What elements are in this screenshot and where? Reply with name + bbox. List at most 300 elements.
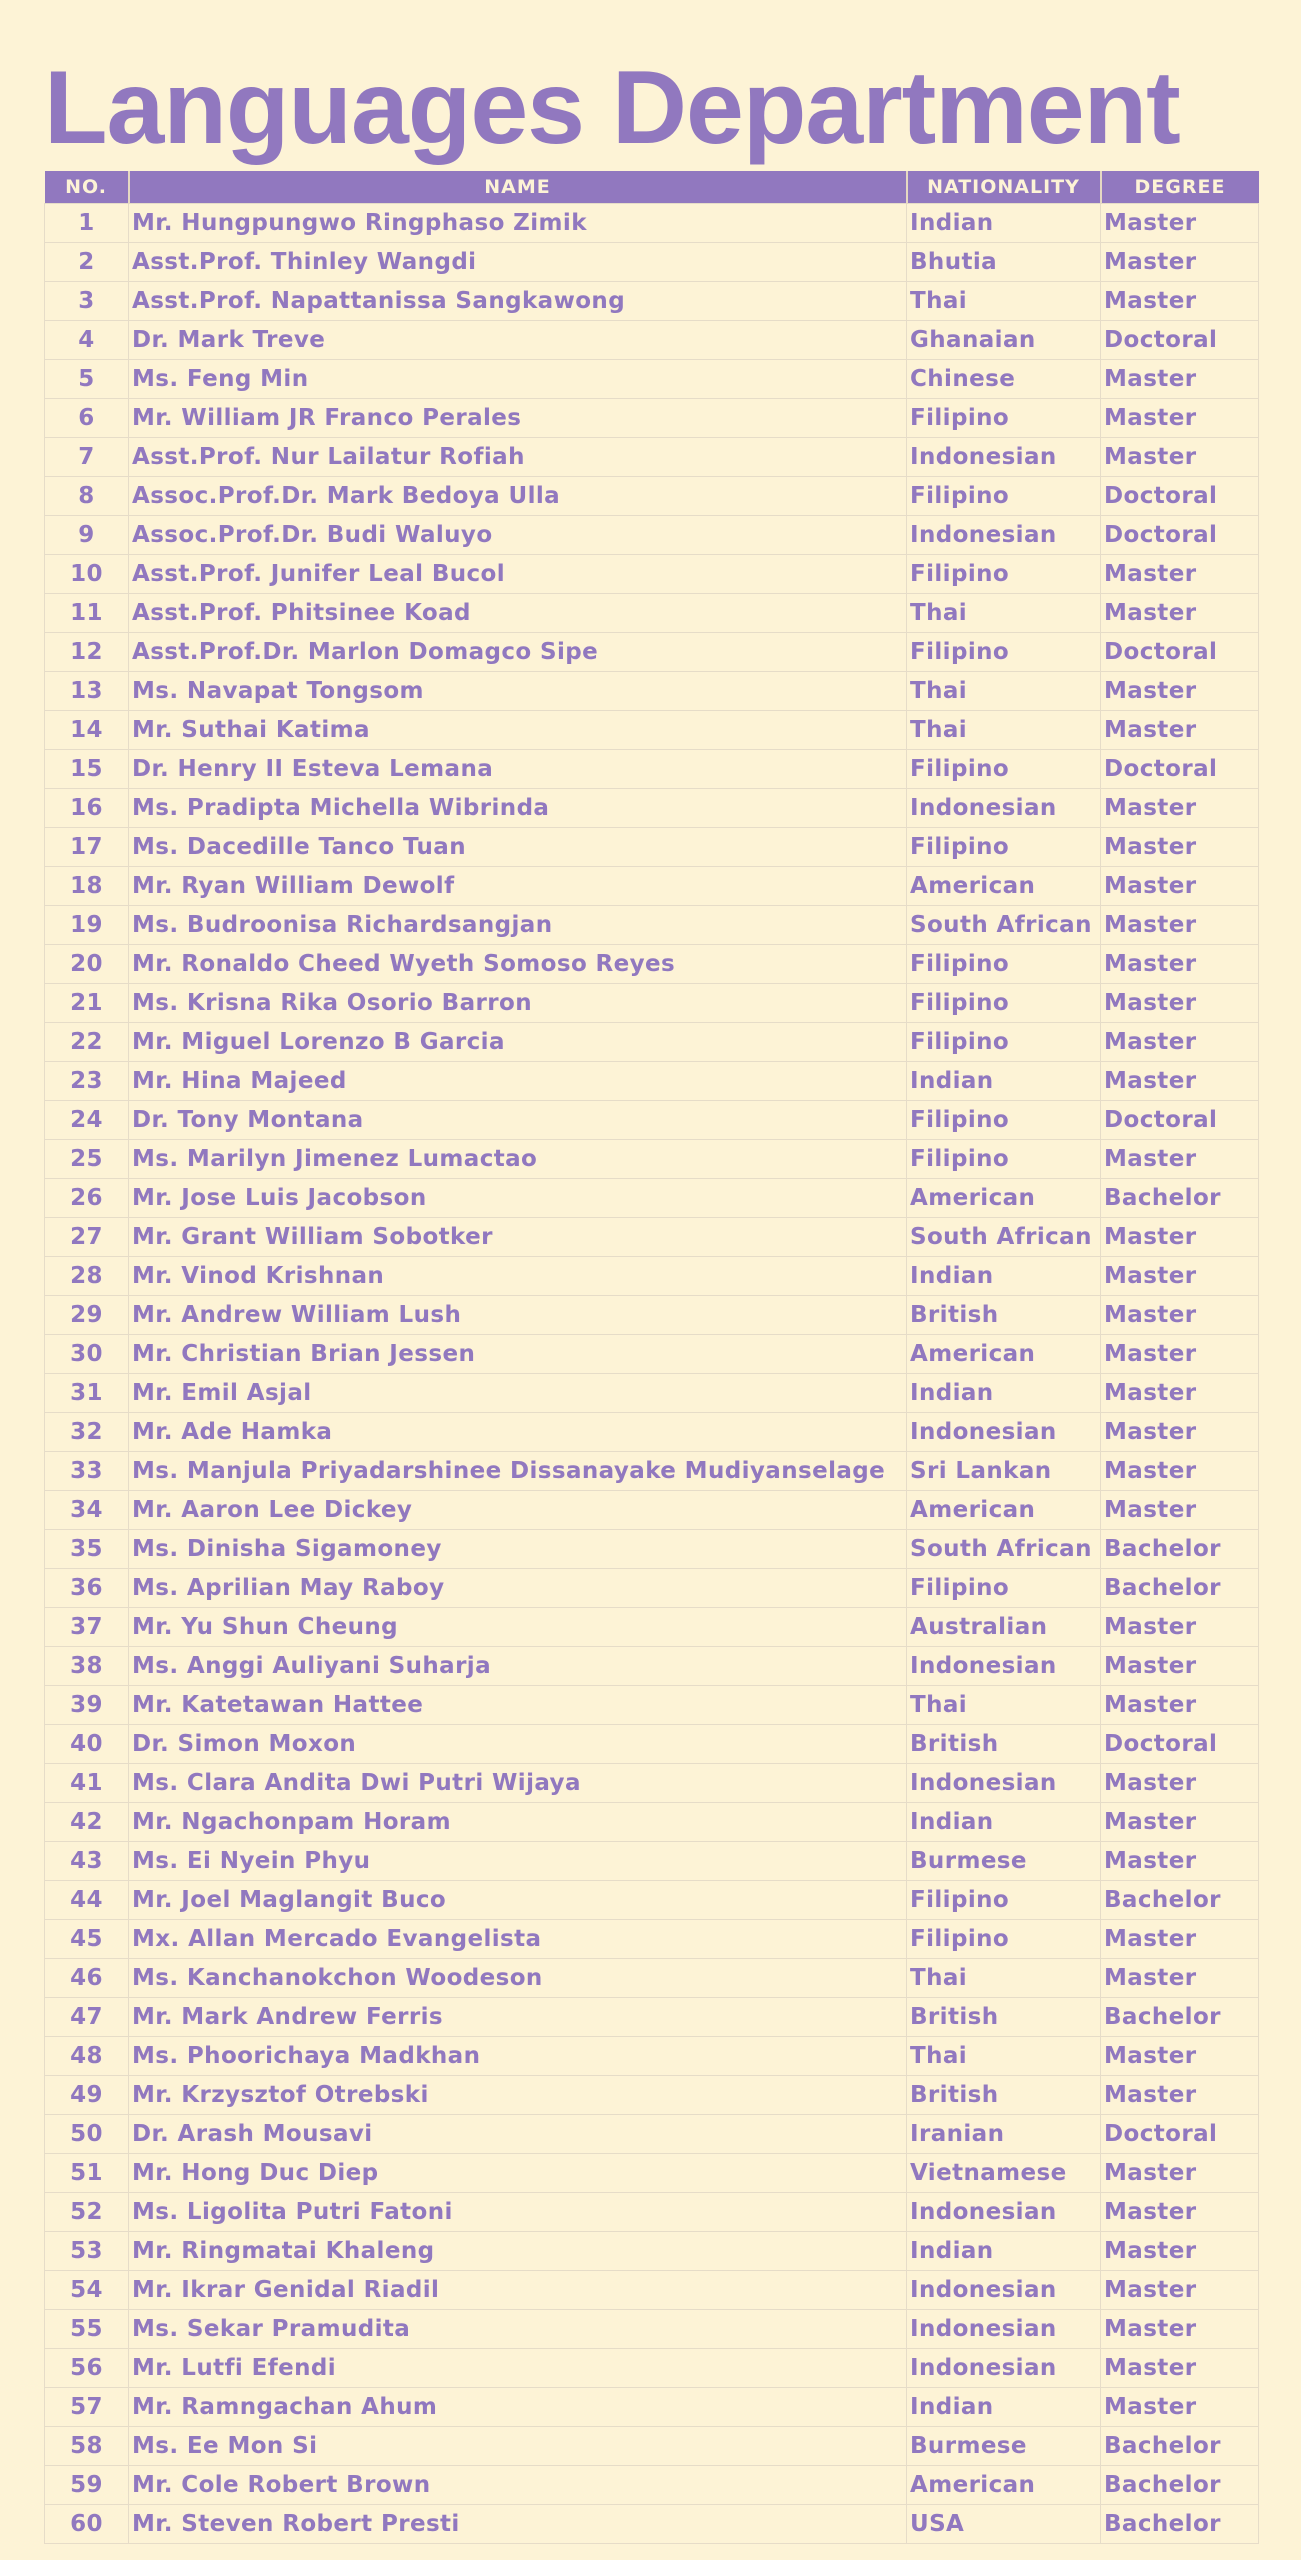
staff-name: Dr. Arash Mousavi: [129, 2115, 907, 2154]
staff-name: Mr. Krzysztof Otrebski: [129, 2076, 907, 2115]
staff-name: Ms. Dacedille Tanco Tuan: [129, 828, 907, 867]
table-row: [45, 2388, 1259, 2427]
staff-degree: Master: [1101, 1608, 1259, 1647]
staff-name: Ms. Budroonisa Richardsangjan: [129, 906, 907, 945]
row-number: 41: [45, 1764, 129, 1803]
table-row: [45, 1101, 1259, 1140]
staff-name: Asst.Prof. Junifer Leal Bucol: [129, 555, 907, 594]
row-number: 46: [45, 1959, 129, 1998]
staff-name: Asst.Prof.Dr. Marlon Domagco Sipe: [129, 633, 907, 672]
table-row: [45, 750, 1259, 789]
staff-name: Ms. Dinisha Sigamoney: [129, 1530, 907, 1569]
header-row: [45, 171, 1259, 204]
row-number: 2: [45, 243, 129, 282]
staff-nationality: Indonesian: [907, 2349, 1101, 2388]
staff-name: Mr. Katetawan Hattee: [129, 1686, 907, 1725]
row-number: 12: [45, 633, 129, 672]
staff-name: Ms. Feng Min: [129, 360, 907, 399]
staff-nationality: Indian: [907, 1257, 1101, 1296]
staff-degree: Master: [1101, 2193, 1259, 2232]
table-row: [45, 399, 1259, 438]
staff-nationality: American: [907, 1179, 1101, 1218]
table-row: [45, 2154, 1259, 2193]
staff-nationality: Burmese: [907, 2427, 1101, 2466]
staff-nationality: Indonesian: [907, 789, 1101, 828]
staff-degree: Master: [1101, 282, 1259, 321]
table-row: [45, 945, 1259, 984]
page-title: Languages Department: [44, 50, 1180, 166]
row-number: 11: [45, 594, 129, 633]
staff-degree: Bachelor: [1101, 2505, 1259, 2544]
staff-nationality: Filipino: [907, 984, 1101, 1023]
table-row: [45, 1335, 1259, 1374]
row-number: 31: [45, 1374, 129, 1413]
staff-name: Mr. Suthai Katima: [129, 711, 907, 750]
row-number: 56: [45, 2349, 129, 2388]
staff-degree: Master: [1101, 1452, 1259, 1491]
staff-degree: Doctoral: [1101, 633, 1259, 672]
staff-nationality: Indonesian: [907, 1413, 1101, 1452]
staff-degree: Master: [1101, 1062, 1259, 1101]
row-number: 29: [45, 1296, 129, 1335]
staff-nationality: Filipino: [907, 1101, 1101, 1140]
table-row: [45, 2037, 1259, 2076]
table-row: [45, 555, 1259, 594]
table-row: [45, 1140, 1259, 1179]
staff-nationality: British: [907, 1998, 1101, 2037]
staff-nationality: British: [907, 1725, 1101, 1764]
row-number: 30: [45, 1335, 129, 1374]
table-row: [45, 2076, 1259, 2115]
row-number: 28: [45, 1257, 129, 1296]
row-number: 6: [45, 399, 129, 438]
table-row: [45, 516, 1259, 555]
staff-name: Mr. Christian Brian Jessen: [129, 1335, 907, 1374]
row-number: 10: [45, 555, 129, 594]
table-row: [45, 204, 1259, 243]
staff-name: Mr. Hina Majeed: [129, 1062, 907, 1101]
row-number: 38: [45, 1647, 129, 1686]
staff-nationality: Thai: [907, 282, 1101, 321]
table-row: [45, 2466, 1259, 2505]
staff-nationality: Indian: [907, 1803, 1101, 1842]
staff-name: Mr. Jose Luis Jacobson: [129, 1179, 907, 1218]
staff-degree: Master: [1101, 1374, 1259, 1413]
row-number: 23: [45, 1062, 129, 1101]
table-row: [45, 906, 1259, 945]
staff-name: Mr. Grant William Sobotker: [129, 1218, 907, 1257]
header-name: NAME: [129, 171, 907, 204]
staff-degree: Bachelor: [1101, 2466, 1259, 2505]
staff-degree: Master: [1101, 1959, 1259, 1998]
table-row: [45, 2310, 1259, 2349]
table-row: [45, 1569, 1259, 1608]
staff-nationality: Filipino: [907, 1920, 1101, 1959]
staff-nationality: Indonesian: [907, 2193, 1101, 2232]
table-row: [45, 1803, 1259, 1842]
staff-name: Mr. Mark Andrew Ferris: [129, 1998, 907, 2037]
staff-name: Ms. Sekar Pramudita: [129, 2310, 907, 2349]
staff-name: Mr. Ngachonpam Horam: [129, 1803, 907, 1842]
staff-degree: Master: [1101, 867, 1259, 906]
staff-degree: Master: [1101, 1413, 1259, 1452]
table-row: [45, 360, 1259, 399]
row-number: 13: [45, 672, 129, 711]
staff-name: Ms. Kanchanokchon Woodeson: [129, 1959, 907, 1998]
staff-degree: Bachelor: [1101, 1998, 1259, 2037]
staff-degree: Master: [1101, 1023, 1259, 1062]
row-number: 1: [45, 204, 129, 243]
table-row: [45, 1530, 1259, 1569]
staff-degree: Master: [1101, 399, 1259, 438]
staff-degree: Master: [1101, 360, 1259, 399]
staff-name: Mr. Cole Robert Brown: [129, 2466, 907, 2505]
staff-nationality: Indonesian: [907, 2310, 1101, 2349]
row-number: 24: [45, 1101, 129, 1140]
staff-degree: Master: [1101, 789, 1259, 828]
staff-nationality: Filipino: [907, 399, 1101, 438]
row-number: 39: [45, 1686, 129, 1725]
row-number: 33: [45, 1452, 129, 1491]
row-number: 20: [45, 945, 129, 984]
row-number: 15: [45, 750, 129, 789]
staff-name: Mr. Emil Asjal: [129, 1374, 907, 1413]
staff-degree: Master: [1101, 204, 1259, 243]
row-number: 59: [45, 2466, 129, 2505]
table-row: [45, 828, 1259, 867]
staff-degree: Master: [1101, 2037, 1259, 2076]
row-number: 22: [45, 1023, 129, 1062]
row-number: 51: [45, 2154, 129, 2193]
table-row: [45, 1062, 1259, 1101]
staff-nationality: Filipino: [907, 1140, 1101, 1179]
table-row: [45, 1686, 1259, 1725]
table-row: [45, 1491, 1259, 1530]
row-number: 5: [45, 360, 129, 399]
staff-nationality: Indian: [907, 1374, 1101, 1413]
staff-degree: Bachelor: [1101, 1179, 1259, 1218]
row-number: 43: [45, 1842, 129, 1881]
staff-name: Ms. Aprilian May Raboy: [129, 1569, 907, 1608]
table-row: [45, 633, 1259, 672]
staff-degree: Master: [1101, 1491, 1259, 1530]
table-row: [45, 1647, 1259, 1686]
staff-nationality: Filipino: [907, 828, 1101, 867]
staff-degree: Doctoral: [1101, 321, 1259, 360]
staff-nationality: Indian: [907, 1062, 1101, 1101]
staff-name: Dr. Simon Moxon: [129, 1725, 907, 1764]
staff-degree: Doctoral: [1101, 1101, 1259, 1140]
staff-degree: Doctoral: [1101, 750, 1259, 789]
row-number: 57: [45, 2388, 129, 2427]
row-number: 55: [45, 2310, 129, 2349]
staff-name: Ms. Marilyn Jimenez Lumactao: [129, 1140, 907, 1179]
staff-name: Ms. Phoorichaya Madkhan: [129, 2037, 907, 2076]
staff-name: Dr. Mark Treve: [129, 321, 907, 360]
staff-name: Mr. Lutfi Efendi: [129, 2349, 907, 2388]
table-row: [45, 789, 1259, 828]
staff-name: Dr. Tony Montana: [129, 1101, 907, 1140]
staff-nationality: South African: [907, 906, 1101, 945]
table-row: [45, 1881, 1259, 1920]
staff-degree: Master: [1101, 2349, 1259, 2388]
staff-name: Mr. Ryan William Dewolf: [129, 867, 907, 906]
staff-degree: Doctoral: [1101, 516, 1259, 555]
staff-nationality: Chinese: [907, 360, 1101, 399]
row-number: 44: [45, 1881, 129, 1920]
staff-nationality: British: [907, 2076, 1101, 2115]
table-row: [45, 1998, 1259, 2037]
table-row: [45, 711, 1259, 750]
table-row: [45, 594, 1259, 633]
row-number: 7: [45, 438, 129, 477]
table-row: [45, 2271, 1259, 2310]
staff-name: Mr. Vinod Krishnan: [129, 1257, 907, 1296]
table-header: [45, 171, 1259, 204]
table-row: [45, 1725, 1259, 1764]
table-row: [45, 282, 1259, 321]
staff-degree: Master: [1101, 2310, 1259, 2349]
row-number: 3: [45, 282, 129, 321]
staff-nationality: South African: [907, 1530, 1101, 1569]
row-number: 53: [45, 2232, 129, 2271]
staff-degree: Master: [1101, 1920, 1259, 1959]
staff-nationality: Indian: [907, 2232, 1101, 2271]
staff-nationality: South African: [907, 1218, 1101, 1257]
staff-nationality: Indian: [907, 204, 1101, 243]
table-row: [45, 2349, 1259, 2388]
table-row: [45, 1920, 1259, 1959]
staff-degree: Bachelor: [1101, 1530, 1259, 1569]
row-number: 8: [45, 477, 129, 516]
row-number: 54: [45, 2271, 129, 2310]
row-number: 34: [45, 1491, 129, 1530]
staff-nationality: Filipino: [907, 477, 1101, 516]
staff-nationality: Sri Lankan: [907, 1452, 1101, 1491]
staff-name: Asst.Prof. Napattanissa Sangkawong: [129, 282, 907, 321]
table-row: [45, 1842, 1259, 1881]
row-number: 27: [45, 1218, 129, 1257]
staff-degree: Master: [1101, 1335, 1259, 1374]
staff-degree: Master: [1101, 2388, 1259, 2427]
staff-nationality: Vietnamese: [907, 2154, 1101, 2193]
staff-degree: Master: [1101, 1803, 1259, 1842]
row-number: 18: [45, 867, 129, 906]
table-row: [45, 1179, 1259, 1218]
row-number: 17: [45, 828, 129, 867]
table-row: [45, 2232, 1259, 2271]
staff-nationality: Indonesian: [907, 1764, 1101, 1803]
staff-name: Assoc.Prof.Dr. Budi Waluyo: [129, 516, 907, 555]
header-degree: DEGREE: [1101, 171, 1259, 204]
row-number: 25: [45, 1140, 129, 1179]
table-row: [45, 1452, 1259, 1491]
row-number: 48: [45, 2037, 129, 2076]
staff-degree: Doctoral: [1101, 477, 1259, 516]
staff-name: Ms. Ligolita Putri Fatoni: [129, 2193, 907, 2232]
staff-name: Mr. Joel Maglangit Buco: [129, 1881, 907, 1920]
table-row: [45, 2427, 1259, 2466]
table-row: [45, 438, 1259, 477]
staff-name: Dr. Henry II Esteva Lemana: [129, 750, 907, 789]
staff-name: Asst.Prof. Phitsinee Koad: [129, 594, 907, 633]
table-row: [45, 1374, 1259, 1413]
staff-nationality: Thai: [907, 594, 1101, 633]
staff-name: Ms. Ei Nyein Phyu: [129, 1842, 907, 1881]
staff-name: Ms. Ee Mon Si: [129, 2427, 907, 2466]
row-number: 32: [45, 1413, 129, 1452]
staff-name: Asst.Prof. Nur Lailatur Rofiah: [129, 438, 907, 477]
staff-degree: Master: [1101, 2076, 1259, 2115]
table-row: [45, 1959, 1259, 1998]
staff-nationality: Filipino: [907, 1881, 1101, 1920]
table-row: [45, 321, 1259, 360]
staff-nationality: Indonesian: [907, 516, 1101, 555]
staff-nationality: Indonesian: [907, 438, 1101, 477]
staff-nationality: USA: [907, 2505, 1101, 2544]
staff-nationality: Australian: [907, 1608, 1101, 1647]
table-row: [45, 672, 1259, 711]
staff-nationality: Filipino: [907, 633, 1101, 672]
staff-name: Assoc.Prof.Dr. Mark Bedoya Ulla: [129, 477, 907, 516]
staff-degree: Master: [1101, 828, 1259, 867]
row-number: 40: [45, 1725, 129, 1764]
row-number: 60: [45, 2505, 129, 2544]
row-number: 42: [45, 1803, 129, 1842]
staff-name: Mr. Yu Shun Cheung: [129, 1608, 907, 1647]
staff-nationality: American: [907, 867, 1101, 906]
header-no: NO.: [45, 171, 129, 204]
staff-degree: Master: [1101, 1647, 1259, 1686]
staff-nationality: Indonesian: [907, 1647, 1101, 1686]
table-row: [45, 477, 1259, 516]
staff-name: Mx. Allan Mercado Evangelista: [129, 1920, 907, 1959]
header-nationality: NATIONALITY: [907, 171, 1101, 204]
table-row: [45, 1296, 1259, 1335]
staff-name: Mr. Ade Hamka: [129, 1413, 907, 1452]
table-row: [45, 1608, 1259, 1647]
staff-nationality: Thai: [907, 672, 1101, 711]
staff-name: Mr. Steven Robert Presti: [129, 2505, 907, 2544]
table-row: [45, 1257, 1259, 1296]
table-row: [45, 243, 1259, 282]
staff-nationality: American: [907, 2466, 1101, 2505]
staff-nationality: Indian: [907, 2388, 1101, 2427]
row-number: 45: [45, 1920, 129, 1959]
table-body: [45, 204, 1259, 2544]
row-number: 58: [45, 2427, 129, 2466]
staff-name: Mr. Ringmatai Khaleng: [129, 2232, 907, 2271]
staff-degree: Master: [1101, 672, 1259, 711]
row-number: 47: [45, 1998, 129, 2037]
staff-degree: Master: [1101, 438, 1259, 477]
staff-degree: Doctoral: [1101, 2115, 1259, 2154]
staff-nationality: Iranian: [907, 2115, 1101, 2154]
staff-degree: Master: [1101, 555, 1259, 594]
staff-degree: Bachelor: [1101, 1881, 1259, 1920]
row-number: 49: [45, 2076, 129, 2115]
staff-degree: Master: [1101, 1686, 1259, 1725]
table-row: [45, 2505, 1259, 2544]
staff-nationality: Bhutia: [907, 243, 1101, 282]
staff-degree: Master: [1101, 1764, 1259, 1803]
staff-name: Ms. Anggi Auliyani Suharja: [129, 1647, 907, 1686]
staff-name: Mr. Ramngachan Ahum: [129, 2388, 907, 2427]
staff-name: Mr. Ronaldo Cheed Wyeth Somoso Reyes: [129, 945, 907, 984]
row-number: 52: [45, 2193, 129, 2232]
staff-name: Mr. Andrew William Lush: [129, 1296, 907, 1335]
staff-degree: Master: [1101, 243, 1259, 282]
row-number: 4: [45, 321, 129, 360]
staff-nationality: Filipino: [907, 1569, 1101, 1608]
row-number: 36: [45, 1569, 129, 1608]
row-number: 16: [45, 789, 129, 828]
staff-nationality: Thai: [907, 1686, 1101, 1725]
staff-degree: Bachelor: [1101, 1569, 1259, 1608]
staff-degree: Master: [1101, 594, 1259, 633]
staff-name: Mr. Miguel Lorenzo B Garcia: [129, 1023, 907, 1062]
row-number: 9: [45, 516, 129, 555]
row-number: 35: [45, 1530, 129, 1569]
row-number: 26: [45, 1179, 129, 1218]
staff-nationality: Thai: [907, 711, 1101, 750]
staff-nationality: Ghanaian: [907, 321, 1101, 360]
staff-degree: Master: [1101, 2232, 1259, 2271]
staff-nationality: Burmese: [907, 1842, 1101, 1881]
staff-degree: Master: [1101, 906, 1259, 945]
staff-degree: Master: [1101, 1842, 1259, 1881]
staff-nationality: Thai: [907, 2037, 1101, 2076]
staff-nationality: British: [907, 1296, 1101, 1335]
row-number: 21: [45, 984, 129, 1023]
staff-nationality: Indonesian: [907, 2271, 1101, 2310]
row-number: 19: [45, 906, 129, 945]
staff-name: Mr. Ikrar Genidal Riadil: [129, 2271, 907, 2310]
staff-table: [44, 171, 1259, 2544]
staff-nationality: Filipino: [907, 750, 1101, 789]
staff-degree: Doctoral: [1101, 1725, 1259, 1764]
staff-degree: Master: [1101, 1296, 1259, 1335]
staff-name: Ms. Pradipta Michella Wibrinda: [129, 789, 907, 828]
staff-degree: Bachelor: [1101, 2427, 1259, 2466]
row-number: 37: [45, 1608, 129, 1647]
staff-name: Mr. William JR Franco Perales: [129, 399, 907, 438]
staff-name: Ms. Navapat Tongsom: [129, 672, 907, 711]
row-number: 14: [45, 711, 129, 750]
staff-degree: Master: [1101, 984, 1259, 1023]
staff-name: Asst.Prof. Thinley Wangdi: [129, 243, 907, 282]
table-row: [45, 2193, 1259, 2232]
staff-name: Mr. Hong Duc Diep: [129, 2154, 907, 2193]
staff-nationality: American: [907, 1335, 1101, 1374]
staff-name: Mr. Hungpungwo Ringphaso Zimik: [129, 204, 907, 243]
staff-degree: Master: [1101, 2271, 1259, 2310]
row-number: 50: [45, 2115, 129, 2154]
staff-degree: Master: [1101, 945, 1259, 984]
staff-degree: Master: [1101, 711, 1259, 750]
staff-nationality: Filipino: [907, 945, 1101, 984]
table-row: [45, 1764, 1259, 1803]
table-row: [45, 1218, 1259, 1257]
staff-name: Ms. Clara Andita Dwi Putri Wijaya: [129, 1764, 907, 1803]
staff-degree: Master: [1101, 1218, 1259, 1257]
table-row: [45, 1023, 1259, 1062]
staff-nationality: Filipino: [907, 1023, 1101, 1062]
staff-degree: Master: [1101, 1140, 1259, 1179]
table-row: [45, 1413, 1259, 1452]
table-row: [45, 2115, 1259, 2154]
staff-degree: Master: [1101, 1257, 1259, 1296]
